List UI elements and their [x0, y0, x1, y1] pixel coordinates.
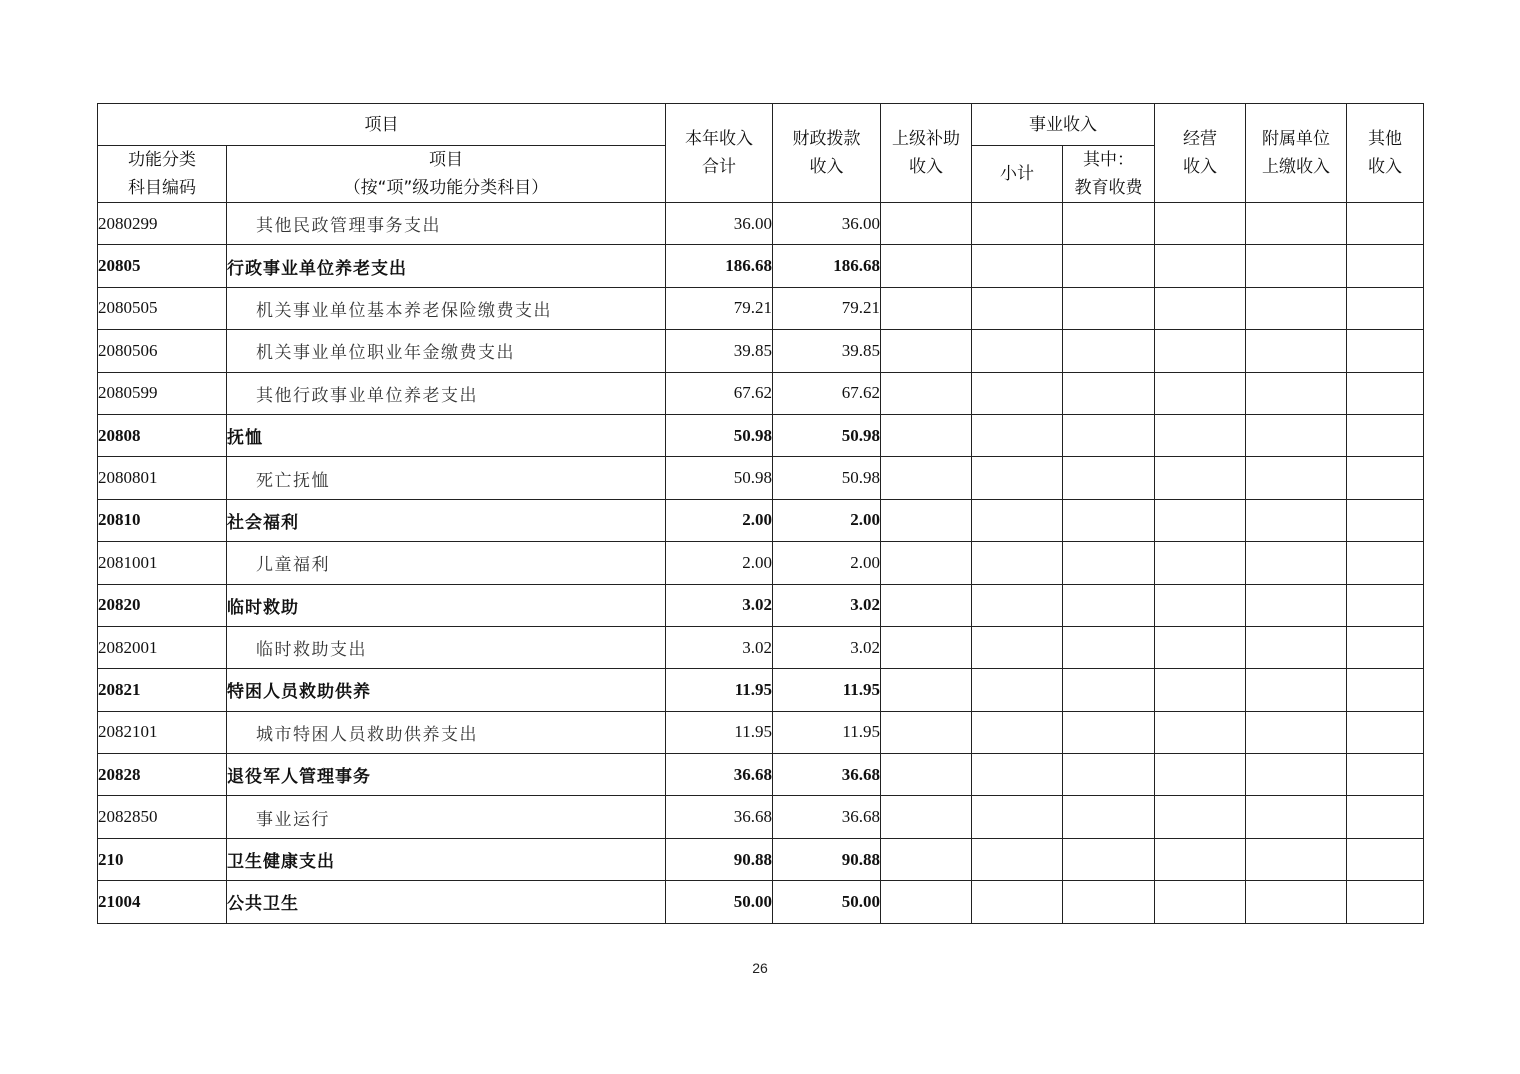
row-other: [1347, 626, 1424, 668]
row-other: [1347, 754, 1424, 796]
row-superior: [881, 542, 972, 584]
row-name: 城市特困人员救助供养支出: [227, 711, 666, 753]
row-code: 20808: [98, 414, 227, 456]
row-code: 2080599: [98, 372, 227, 414]
row-code: 2080801: [98, 457, 227, 499]
row-total: 11.95: [666, 669, 773, 711]
header-other: 其他 收入: [1347, 104, 1424, 203]
row-operating: [1155, 754, 1246, 796]
row-edu-fee: [1063, 499, 1155, 541]
page-number: 26: [752, 960, 768, 976]
table-row: [98, 245, 1424, 287]
row-affiliated: [1246, 626, 1347, 668]
row-business-subtotal: [972, 372, 1063, 414]
row-business-subtotal: [972, 669, 1063, 711]
row-superior: [881, 881, 972, 923]
row-other: [1347, 838, 1424, 880]
row-code: 20810: [98, 499, 227, 541]
row-code: 20821: [98, 669, 227, 711]
row-other: [1347, 203, 1424, 245]
row-code: 20828: [98, 754, 227, 796]
row-code: 2080299: [98, 203, 227, 245]
row-superior: [881, 457, 972, 499]
table-row: [98, 669, 1424, 711]
row-affiliated: [1246, 711, 1347, 753]
row-affiliated: [1246, 245, 1347, 287]
row-superior: [881, 499, 972, 541]
row-name: 机关事业单位基本养老保险缴费支出: [227, 287, 666, 329]
row-other: [1347, 372, 1424, 414]
row-superior: [881, 754, 972, 796]
row-name: 特困人员救助供养: [227, 669, 666, 711]
row-business-subtotal: [972, 499, 1063, 541]
row-edu-fee: [1063, 542, 1155, 584]
row-fiscal: 36.68: [773, 796, 881, 838]
row-total: 186.68: [666, 245, 773, 287]
row-fiscal: 50.98: [773, 457, 881, 499]
row-name: 临时救助支出: [227, 626, 666, 668]
row-business-subtotal: [972, 584, 1063, 626]
row-code: 20805: [98, 245, 227, 287]
row-superior: [881, 669, 972, 711]
row-business-subtotal: [972, 796, 1063, 838]
row-operating: [1155, 796, 1246, 838]
row-superior: [881, 796, 972, 838]
row-affiliated: [1246, 838, 1347, 880]
row-affiliated: [1246, 542, 1347, 584]
header-subtotal: 小计: [972, 146, 1063, 203]
row-total: 50.98: [666, 414, 773, 456]
row-superior: [881, 584, 972, 626]
row-fiscal: 186.68: [773, 245, 881, 287]
row-total: 3.02: [666, 626, 773, 668]
row-operating: [1155, 287, 1246, 329]
row-edu-fee: [1063, 372, 1155, 414]
row-operating: [1155, 457, 1246, 499]
row-fiscal: 79.21: [773, 287, 881, 329]
table-row: [98, 287, 1424, 329]
row-affiliated: [1246, 372, 1347, 414]
row-affiliated: [1246, 796, 1347, 838]
header-business-group: 事业收入: [972, 104, 1155, 146]
row-edu-fee: [1063, 711, 1155, 753]
table-row: [98, 584, 1424, 626]
row-code: 2082001: [98, 626, 227, 668]
row-superior: [881, 203, 972, 245]
header-code: 功能分类 科目编码: [98, 146, 227, 203]
table-header: [98, 104, 1424, 203]
row-superior: [881, 245, 972, 287]
row-affiliated: [1246, 669, 1347, 711]
row-name: 儿童福利: [227, 542, 666, 584]
header-superior: 上级补助 收入: [881, 104, 972, 203]
row-total: 36.68: [666, 754, 773, 796]
header-operating: 经营 收入: [1155, 104, 1246, 203]
table-row: [98, 414, 1424, 456]
row-code: 2082101: [98, 711, 227, 753]
row-affiliated: [1246, 203, 1347, 245]
row-fiscal: 39.85: [773, 330, 881, 372]
table-body: [98, 203, 1424, 924]
row-business-subtotal: [972, 330, 1063, 372]
row-superior: [881, 838, 972, 880]
row-edu-fee: [1063, 287, 1155, 329]
row-edu-fee: [1063, 796, 1155, 838]
row-code: 2080506: [98, 330, 227, 372]
row-name: 行政事业单位养老支出: [227, 245, 666, 287]
row-name: 死亡抚恤: [227, 457, 666, 499]
row-operating: [1155, 669, 1246, 711]
row-operating: [1155, 881, 1246, 923]
row-edu-fee: [1063, 245, 1155, 287]
row-affiliated: [1246, 414, 1347, 456]
row-name: 其他行政事业单位养老支出: [227, 372, 666, 414]
row-business-subtotal: [972, 414, 1063, 456]
row-total: 11.95: [666, 711, 773, 753]
row-affiliated: [1246, 457, 1347, 499]
table-row: [98, 796, 1424, 838]
row-other: [1347, 330, 1424, 372]
row-edu-fee: [1063, 754, 1155, 796]
row-edu-fee: [1063, 669, 1155, 711]
table-row: [98, 626, 1424, 668]
row-edu-fee: [1063, 457, 1155, 499]
row-operating: [1155, 414, 1246, 456]
row-business-subtotal: [972, 838, 1063, 880]
row-name: 社会福利: [227, 499, 666, 541]
table-row: [98, 711, 1424, 753]
row-superior: [881, 711, 972, 753]
table-row: [98, 372, 1424, 414]
row-fiscal: 90.88: [773, 838, 881, 880]
header-fiscal: 财政拨款 收入: [773, 104, 881, 203]
row-business-subtotal: [972, 711, 1063, 753]
row-other: [1347, 881, 1424, 923]
row-other: [1347, 542, 1424, 584]
row-total: 39.85: [666, 330, 773, 372]
row-operating: [1155, 330, 1246, 372]
table-row: [98, 838, 1424, 880]
row-other: [1347, 669, 1424, 711]
row-operating: [1155, 711, 1246, 753]
row-other: [1347, 457, 1424, 499]
row-code: 21004: [98, 881, 227, 923]
row-business-subtotal: [972, 245, 1063, 287]
row-fiscal: 2.00: [773, 542, 881, 584]
table-row: [98, 330, 1424, 372]
row-affiliated: [1246, 584, 1347, 626]
row-code: 210: [98, 838, 227, 880]
row-operating: [1155, 203, 1246, 245]
row-total: 2.00: [666, 499, 773, 541]
row-operating: [1155, 626, 1246, 668]
table-row: [98, 203, 1424, 245]
row-operating: [1155, 838, 1246, 880]
row-superior: [881, 372, 972, 414]
row-total: 36.00: [666, 203, 773, 245]
row-total: 90.88: [666, 838, 773, 880]
table-row: [98, 457, 1424, 499]
row-fiscal: 3.02: [773, 626, 881, 668]
table-row: [98, 542, 1424, 584]
row-code: 2080505: [98, 287, 227, 329]
table-row: [98, 499, 1424, 541]
header-name: 项目 （按“项”级功能分类科目）: [227, 146, 666, 203]
header-item-group: 项目: [98, 104, 666, 146]
row-operating: [1155, 245, 1246, 287]
row-affiliated: [1246, 499, 1347, 541]
row-name: 临时救助: [227, 584, 666, 626]
row-superior: [881, 287, 972, 329]
row-total: 36.68: [666, 796, 773, 838]
row-business-subtotal: [972, 203, 1063, 245]
row-superior: [881, 330, 972, 372]
row-operating: [1155, 372, 1246, 414]
row-name: 其他民政管理事务支出: [227, 203, 666, 245]
row-fiscal: 50.00: [773, 881, 881, 923]
row-fiscal: 36.00: [773, 203, 881, 245]
row-fiscal: 3.02: [773, 584, 881, 626]
row-edu-fee: [1063, 330, 1155, 372]
row-fiscal: 11.95: [773, 711, 881, 753]
row-total: 2.00: [666, 542, 773, 584]
row-fiscal: 36.68: [773, 754, 881, 796]
row-fiscal: 50.98: [773, 414, 881, 456]
row-fiscal: 11.95: [773, 669, 881, 711]
row-other: [1347, 796, 1424, 838]
income-budget-table: [97, 103, 1424, 924]
table-row: [98, 881, 1424, 923]
header-affiliated: 附属单位 上缴收入: [1246, 104, 1347, 203]
row-other: [1347, 499, 1424, 541]
row-business-subtotal: [972, 287, 1063, 329]
table-row: [98, 754, 1424, 796]
row-other: [1347, 287, 1424, 329]
row-code: 2081001: [98, 542, 227, 584]
row-edu-fee: [1063, 584, 1155, 626]
row-affiliated: [1246, 754, 1347, 796]
row-edu-fee: [1063, 414, 1155, 456]
row-name: 退役军人管理事务: [227, 754, 666, 796]
header-total: 本年收入 合计: [666, 104, 773, 203]
row-business-subtotal: [972, 626, 1063, 668]
row-other: [1347, 584, 1424, 626]
row-business-subtotal: [972, 542, 1063, 584]
row-name: 公共卫生: [227, 881, 666, 923]
row-superior: [881, 414, 972, 456]
row-edu-fee: [1063, 626, 1155, 668]
row-other: [1347, 414, 1424, 456]
row-name: 事业运行: [227, 796, 666, 838]
row-edu-fee: [1063, 203, 1155, 245]
row-operating: [1155, 584, 1246, 626]
row-edu-fee: [1063, 881, 1155, 923]
row-superior: [881, 626, 972, 668]
row-business-subtotal: [972, 457, 1063, 499]
row-total: 79.21: [666, 287, 773, 329]
row-other: [1347, 245, 1424, 287]
row-name: 卫生健康支出: [227, 838, 666, 880]
row-affiliated: [1246, 881, 1347, 923]
row-name: 抚恤: [227, 414, 666, 456]
row-total: 3.02: [666, 584, 773, 626]
row-other: [1347, 711, 1424, 753]
row-fiscal: 2.00: [773, 499, 881, 541]
row-affiliated: [1246, 287, 1347, 329]
row-affiliated: [1246, 330, 1347, 372]
header-edu: 其中： 教育收费: [1063, 146, 1155, 203]
row-code: 20820: [98, 584, 227, 626]
row-business-subtotal: [972, 881, 1063, 923]
row-fiscal: 67.62: [773, 372, 881, 414]
row-operating: [1155, 499, 1246, 541]
row-name: 机关事业单位职业年金缴费支出: [227, 330, 666, 372]
row-total: 50.00: [666, 881, 773, 923]
row-total: 50.98: [666, 457, 773, 499]
row-business-subtotal: [972, 754, 1063, 796]
row-code: 2082850: [98, 796, 227, 838]
row-operating: [1155, 542, 1246, 584]
row-total: 67.62: [666, 372, 773, 414]
row-edu-fee: [1063, 838, 1155, 880]
